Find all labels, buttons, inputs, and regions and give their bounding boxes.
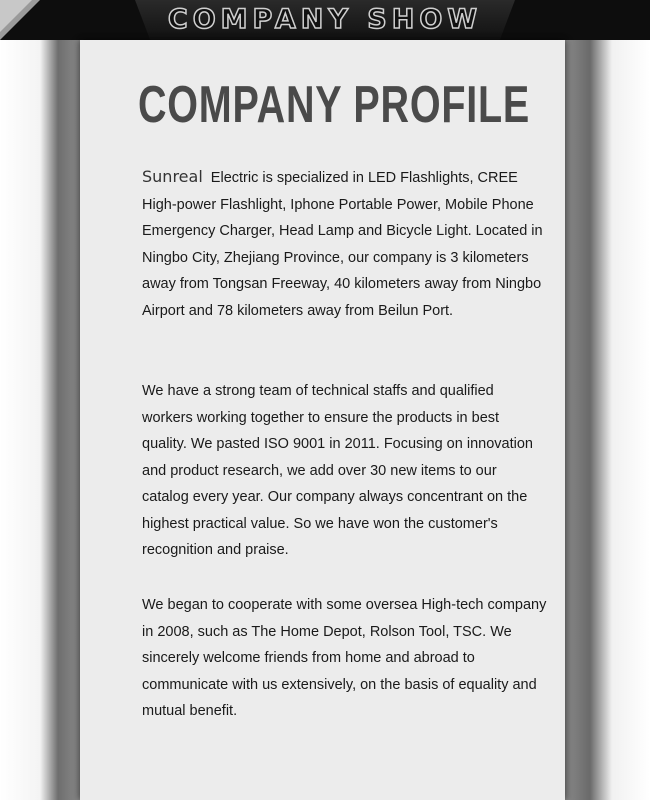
paragraph-team: We have a strong team of technical staffs and qualified workers working together to ensure the products in best quality. We pasted ISO 9001 in 2011. Focusing on innovation and product research, we add over 30 new items to our catalog every year. Our company always concentrant on the highest practical value. So we have won the customer's recognition and praise. xyxy=(142,383,533,558)
paragraph-intro xyxy=(142,164,547,324)
paragraph-cooperation: We began to cooperate with some oversea High-tech company in 2008, such as The Home Depot, Rolson Tool, TSC. We sincerely welcome friends from home and abroad to communicate with us extensively, on the basis of equality and mutual benefit. xyxy=(142,597,547,719)
brand-name: Sunreal xyxy=(142,167,203,186)
paragraph-intro-text: Electric is specialized in LED Flashlights, CREE High-power Flashlight, Iphone Portable Power, Mobile Phone Emergency Charger, Head Lamp and Bicycle Light. Located in Ningbo City, Zhejiang Province, our company is 3 kilometers away from Tongsan Freeway, 40 kilometers away from Ningbo Airport and 78 kilometers away from Beilun Port. xyxy=(142,170,543,319)
header-bar xyxy=(0,0,650,40)
page-title: COMPANY PROFILE xyxy=(138,76,530,134)
header-title: COMPANY SHOW xyxy=(167,4,483,35)
